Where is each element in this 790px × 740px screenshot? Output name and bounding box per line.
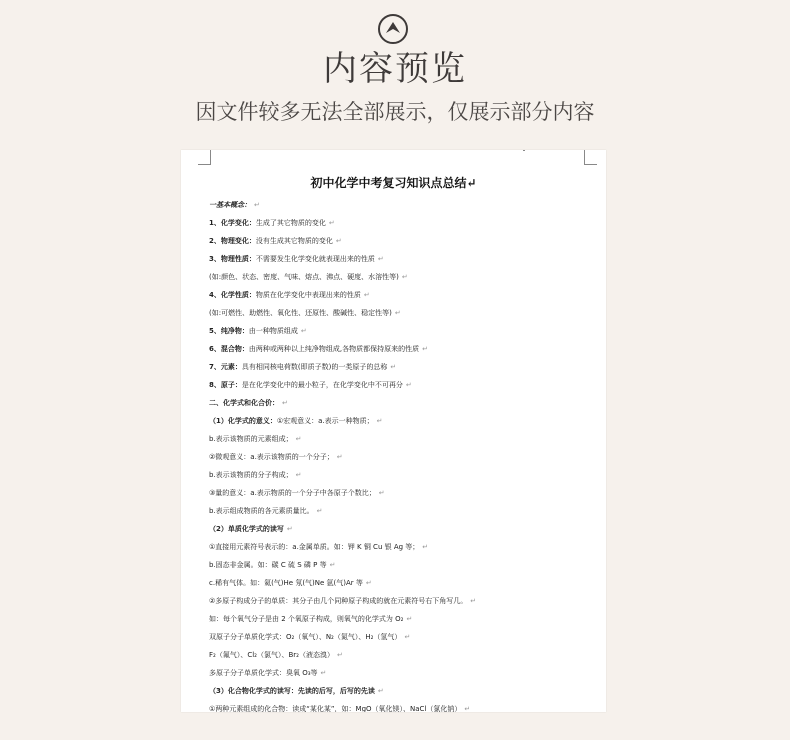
- paragraph-mark-icon: ↵: [254, 201, 260, 209]
- paragraph-mark-icon: ↵: [378, 489, 385, 497]
- paragraph-mark-icon: ↵: [329, 561, 336, 569]
- paragraph-mark-icon: ↵: [300, 327, 307, 335]
- paragraph-mark-icon: ↵: [394, 309, 401, 317]
- line-text: (如:颜色、状态、密度、气味、熔点、沸点、硬度、水溶性等): [209, 273, 399, 281]
- paragraph-mark-icon: ↵: [336, 453, 343, 461]
- paragraph-mark-icon: ↵: [363, 291, 370, 299]
- line-text: F₂（氟气）、Cl₂（氯气）、Br₂（液态溴）: [209, 651, 334, 659]
- line-text: 物质在化学变化中表现出来的性质: [255, 291, 361, 299]
- document-body: [209, 196, 599, 712]
- line-heading: 5、纯净物：: [209, 327, 249, 335]
- page-title: 内容预览: [323, 49, 467, 89]
- paragraph-mark-icon: ↵: [422, 345, 428, 353]
- line-text: 生成了其它物质的变化: [255, 219, 326, 227]
- crop-mark-top-right: [584, 150, 597, 165]
- document-line: [209, 484, 599, 502]
- document-line: [209, 430, 599, 448]
- paragraph-mark-icon: ↵: [295, 435, 302, 443]
- document-line: [209, 376, 599, 394]
- crop-mark-top-left: [198, 150, 211, 165]
- line-text: 是在化学变化中的最小粒子，在化学变化中不可再分: [241, 381, 403, 389]
- line-text: 如：每个氧气分子是由 2 个氧原子构成，则氧气的化学式为 O₂: [209, 615, 404, 623]
- document-line: [209, 412, 599, 430]
- document-preview: [181, 150, 606, 712]
- paragraph-mark-icon: ↵: [295, 471, 302, 479]
- paragraph-mark-icon: ↵: [286, 525, 293, 533]
- line-heading: 2、物理变化：: [209, 237, 256, 245]
- line-heading: （1）化学式的意义：: [209, 417, 277, 425]
- paragraph-mark-icon: ↵: [390, 363, 397, 371]
- document-line: [209, 358, 599, 376]
- document-line: [209, 214, 599, 232]
- paragraph-mark-icon: ↵: [405, 381, 412, 389]
- line-text: b.表示组成物质的各元素质量比。: [209, 507, 314, 515]
- document-line: [209, 322, 599, 340]
- document-line: [209, 250, 599, 268]
- paragraph-mark-icon: ↵: [376, 417, 383, 425]
- document-line: [209, 700, 599, 712]
- line-heading: 4、化学性质：: [209, 291, 256, 299]
- paragraph-mark-icon: ↵: [401, 273, 408, 281]
- line-text: 多原子分子单质化学式：臭氧 O₃等: [209, 669, 318, 677]
- document-line: [209, 394, 599, 412]
- document-line: [209, 502, 599, 520]
- line-text: (如:可燃性、助燃性、氧化性、还原性、酸碱性、稳定性等): [209, 309, 392, 317]
- paragraph-mark-icon: ↵: [406, 615, 413, 623]
- document-line: [209, 592, 599, 610]
- page-subtitle: 因文件较多无法全部展示，仅展示部分内容: [195, 100, 595, 124]
- paragraph-mark-icon: ↵: [328, 219, 335, 227]
- line-text: ③量的意义：a.表示物质的一个分子中各原子个数比；: [209, 489, 376, 497]
- line-heading: 8、原子：: [209, 381, 242, 389]
- paragraph-mark-icon: ↵: [282, 399, 288, 407]
- paragraph-mark-icon: ↵: [316, 507, 323, 515]
- document-line: [209, 556, 599, 574]
- document-line: [209, 286, 599, 304]
- document-line: [209, 682, 599, 700]
- document-line: [209, 664, 599, 682]
- paragraph-mark-icon: ↵: [365, 579, 372, 587]
- line-heading: 6、混合物：: [209, 345, 249, 353]
- paragraph-mark-icon: ↵: [464, 705, 471, 712]
- paragraph-mark-icon: ↵: [470, 597, 477, 605]
- chevron-up-icon: [378, 14, 408, 44]
- paragraph-mark-icon: ↵: [320, 669, 327, 677]
- line-text: 由两种或两种以上纯净物组成,各物质都保持原来的性质: [248, 345, 420, 353]
- line-text: b.固态非金属。如：碳 C 硫 S 磷 P 等: [209, 561, 327, 569]
- line-heading: 二、化学式和化合价：: [209, 399, 279, 407]
- paragraph-mark-icon: ↵: [335, 237, 342, 245]
- document-line: [209, 232, 599, 250]
- document-line: [209, 466, 599, 484]
- document-line: [209, 448, 599, 466]
- line-heading: 一基本概念：: [209, 201, 251, 209]
- line-text: ②微观意义：a.表示该物质的一个分子；: [209, 453, 334, 461]
- line-heading: 1、化学变化：: [209, 219, 256, 227]
- line-text: ①直接用元素符号表示的：a.金属单质。如：钾 K 铜 Cu 银 Ag 等；: [209, 543, 420, 551]
- paragraph-mark-icon: ↵: [377, 687, 384, 695]
- line-heading: 3、物理性质：: [209, 255, 256, 263]
- line-text: ①宏观意义：a.表示一种物质；: [276, 417, 374, 425]
- document-line: [209, 646, 599, 664]
- line-heading: 7、元素：: [209, 363, 242, 371]
- paragraph-mark-icon: ↵: [422, 543, 429, 551]
- line-text: b.表示该物质的元素组成；: [209, 435, 293, 443]
- document-line: [209, 196, 599, 214]
- line-heading: （2）单质化学式的读写: [209, 525, 284, 533]
- paragraph-mark-icon: ↵: [377, 255, 384, 263]
- document-title: 初中化学中考复习知识点总结↵: [310, 176, 477, 190]
- document-line: [209, 628, 599, 646]
- document-line: [209, 304, 599, 322]
- line-text: ①两种元素组成的化合物：读成“某化某”，如：MgO（氧化镁）、NaCl（氯化钠）: [209, 705, 462, 712]
- line-text: ②多原子构成分子的单质：其分子由几个同种原子构成的就在元素符号右下角写几。: [209, 597, 468, 605]
- line-heading: （3）化合物化学式的读写：先读的后写，后写的先读: [209, 687, 375, 695]
- line-text: 具有相同核电荷数(即质子数)的一类原子的总称: [241, 363, 388, 371]
- line-text: 不需要发生化学变化就表现出来的性质: [255, 255, 375, 263]
- line-text: 双原子分子单质化学式：O₂（氧气）、N₂（氮气）、H₂（氢气）: [209, 633, 402, 641]
- line-text: 由一种物质组成: [248, 327, 298, 335]
- document-line: [209, 610, 599, 628]
- line-text: 没有生成其它物质的变化: [255, 237, 333, 245]
- document-line: [209, 574, 599, 592]
- page-dot: [523, 150, 525, 151]
- document-line: [209, 340, 599, 358]
- line-text: b.表示该物质的分子构成；: [209, 471, 293, 479]
- line-text: c.稀有气体。如：氦(气)He 氖(气)Ne 氩(气)Ar 等: [209, 579, 363, 587]
- document-line: [209, 268, 599, 286]
- document-line: [209, 538, 599, 556]
- paragraph-mark-icon: ↵: [336, 651, 343, 659]
- document-line: [209, 520, 599, 538]
- paragraph-mark-icon: ↵: [404, 633, 411, 641]
